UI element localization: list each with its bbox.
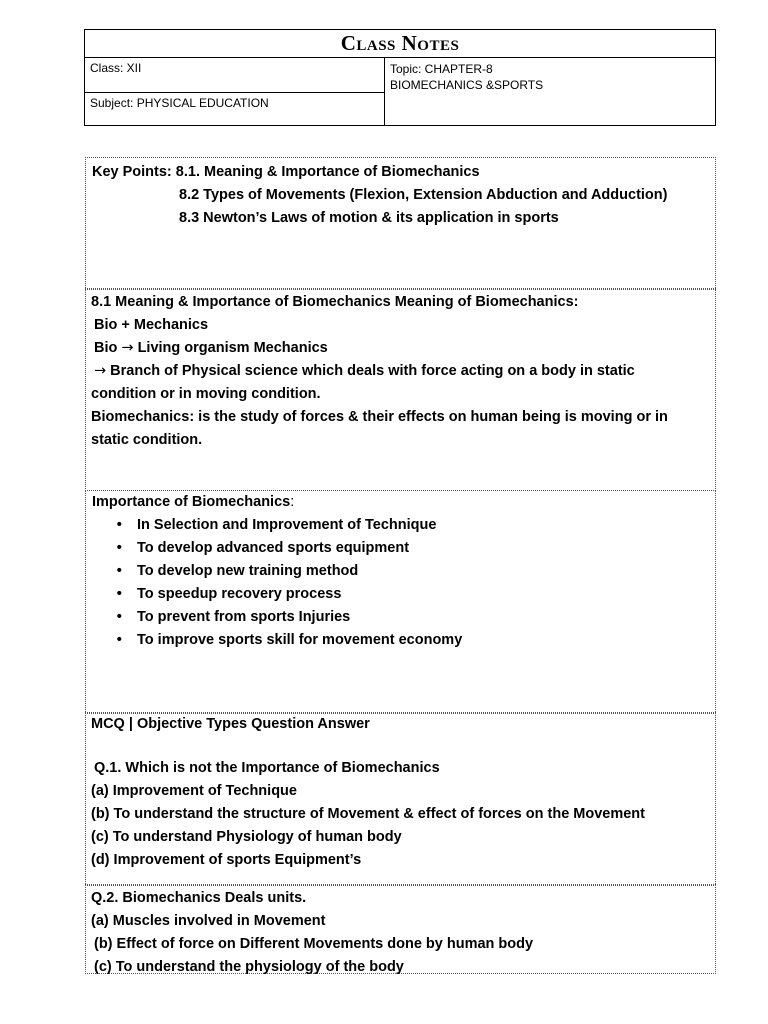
key-point-row-1 — [92, 161, 715, 184]
importance-section — [85, 490, 716, 714]
meaning-line: static condition. — [91, 432, 203, 448]
question-2-option-c: (c) To understand the physiology of the body — [94, 959, 404, 975]
list-item — [92, 514, 711, 537]
bullet-icon: • — [115, 586, 124, 602]
importance-list — [92, 514, 711, 652]
key-points-label: Key Points: — [92, 164, 172, 180]
meaning-line — [91, 337, 711, 360]
meaning-line: condition or in moving condition. — [91, 386, 321, 402]
question-1-option-b: (b) To understand the structure of Movement & effect of forces on the Movement — [91, 806, 645, 822]
arrow-right-icon: → — [94, 363, 107, 379]
bullet-icon: • — [115, 517, 124, 533]
list-item-text: To develop new training method — [137, 563, 359, 579]
header-body — [85, 58, 715, 126]
list-item — [92, 606, 711, 629]
topic-line-1: Topic: CHAPTER-8 — [390, 62, 493, 76]
spacer — [91, 736, 711, 757]
question-2-option-b: (b) Effect of force on Different Movements done by human body — [94, 936, 534, 952]
importance-heading — [92, 491, 711, 514]
class-label: Class: XII — [85, 58, 384, 93]
list-item-text: To improve sports skill for movement economy — [137, 632, 463, 648]
meaning-text: Bio — [94, 340, 122, 356]
question-2: Q.2. Biomechanics Deals units. — [91, 890, 307, 906]
meaning-text: Branch of Physical science which deals with force acting on a body in static — [106, 363, 635, 379]
list-item — [92, 629, 711, 652]
list-item-text: To develop advanced sports equipment — [137, 540, 410, 556]
page-title: Class Notes — [85, 30, 715, 58]
topic-line-2: BIOMECHANICS &SPORTS — [390, 78, 544, 92]
key-points-section — [85, 157, 716, 290]
header-left-column — [85, 58, 385, 126]
meaning-line: Biomechanics: is the study of forces & their effects on human being is moving or in — [91, 409, 668, 425]
key-point-item: 8.3 Newton’s Laws of motion & its application in sports — [179, 210, 559, 226]
key-point-item: 8.1. Meaning & Importance of Biomechanics — [175, 164, 480, 180]
question-1-option-c: (c) To understand Physiology of human body — [91, 829, 402, 845]
question-2-section — [85, 884, 716, 974]
bullet-icon: • — [115, 609, 124, 625]
subject-label: Subject: PHYSICAL EDUCATION — [90, 96, 269, 110]
question-1-option-a: (a) Improvement of Technique — [91, 783, 297, 799]
header-table — [84, 29, 716, 126]
topic-block — [390, 61, 543, 93]
importance-title: Importance of Biomechanics — [92, 494, 291, 510]
bullet-icon: • — [115, 632, 124, 648]
list-item-text: To prevent from sports Injuries — [137, 609, 351, 625]
importance-colon: : — [290, 494, 295, 510]
bullet-icon: • — [115, 540, 124, 556]
list-item — [92, 583, 711, 606]
meaning-section — [85, 288, 716, 491]
mcq-section — [85, 712, 716, 886]
meaning-line — [91, 360, 711, 383]
key-point-item: 8.2 Types of Movements (Flexion, Extension Abduction and Adduction) — [179, 187, 668, 203]
question-1-option-d: (d) Improvement of sports Equipment’s — [91, 852, 362, 868]
list-item-text: In Selection and Improvement of Technique — [137, 517, 437, 533]
meaning-text: Living organism Mechanics — [133, 340, 328, 356]
list-item — [92, 560, 711, 583]
bullet-icon: • — [115, 563, 124, 579]
arrow-right-icon: → — [121, 340, 134, 356]
mcq-heading: MCQ | Objective Types Question Answer — [91, 716, 370, 732]
question-2-option-a: (a) Muscles involved in Movement — [91, 913, 326, 929]
meaning-heading: 8.1 Meaning & Importance of Biomechanics Meaning of Biomechanics: — [91, 294, 579, 310]
list-item-text: To speedup recovery process — [137, 586, 342, 602]
question-1: Q.1. Which is not the Importance of Biomechanics — [94, 760, 440, 776]
meaning-line: Bio + Mechanics — [94, 317, 209, 333]
list-item — [92, 537, 711, 560]
